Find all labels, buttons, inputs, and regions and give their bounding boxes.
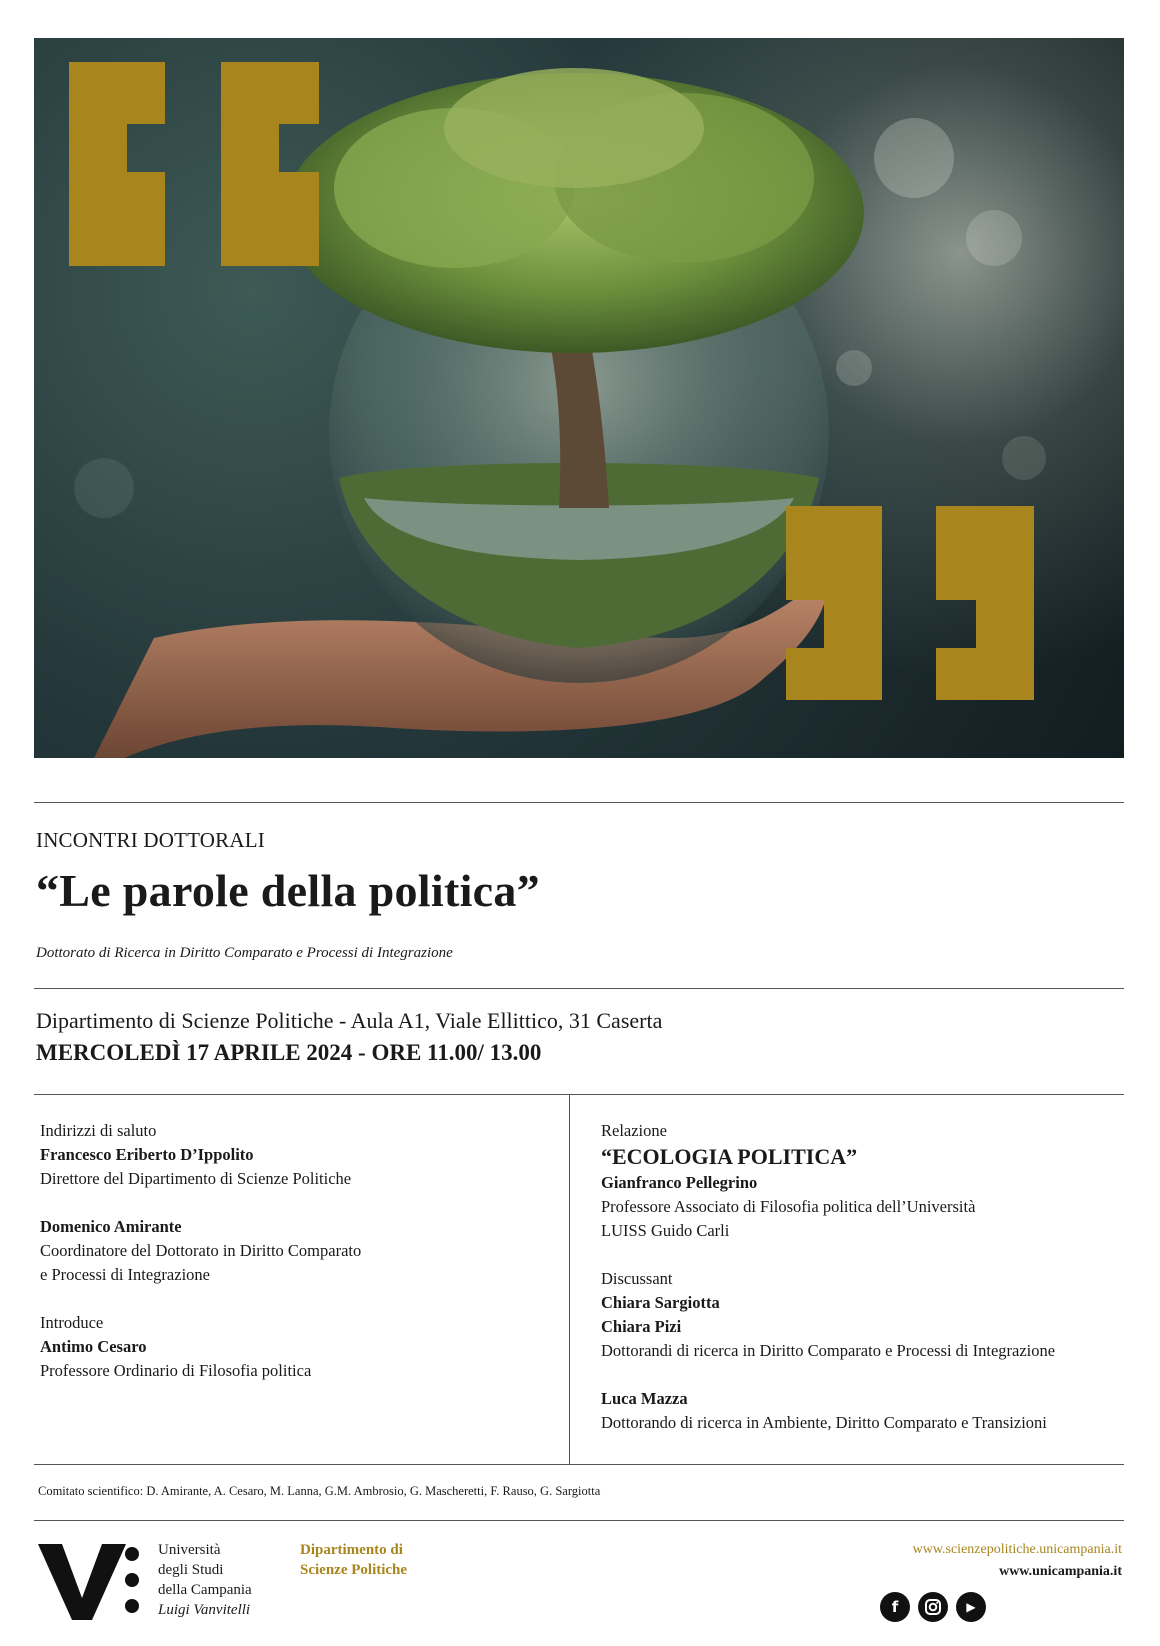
university-website-link[interactable]: www.unicampania.it [999, 1564, 1122, 1579]
intro-label: Introduce [40, 1313, 104, 1332]
divider [34, 988, 1124, 989]
talk-label: Relazione [601, 1121, 667, 1140]
divider [34, 1464, 1124, 1465]
discussant-role: Dottorando di ricerca in Ambiente, Diritto Comparato e Transizioni [601, 1413, 1047, 1432]
divider [34, 1094, 1124, 1095]
university-logo-icon [38, 1540, 148, 1622]
event-datetime: MERCOLEDÌ 17 APRILE 2024 - ORE 11.00/ 13.00 [36, 1040, 542, 1065]
speaker-name: Antimo Cesaro [40, 1337, 147, 1356]
discussant-name: Chiara Sargiotta [601, 1293, 720, 1312]
university-name: Università degli Studi della Campania Luigi Vanvitelli [158, 1542, 252, 1618]
speaker-name: Francesco Eriberto D’Ippolito [40, 1145, 254, 1164]
program-left-column [40, 1119, 361, 1383]
scientific-committee: Comitato scientifico: D. Amirante, A. Cesaro, M. Lanna, G.M. Ambrosio, G. Mascheretti, F. Rauso, G. Sargiotta [38, 1484, 601, 1498]
talk-title: “ECOLOGIA POLITICA” [601, 1144, 858, 1169]
discussant-role: Dottorandi di ricerca in Diritto Comparato e Processi di Integrazione [601, 1341, 1056, 1360]
facebook-icon[interactable]: f [880, 1592, 910, 1622]
speaker-role: LUISS Guido Carli [601, 1221, 730, 1240]
department-name: Dipartimento di Scienze Politiche [300, 1542, 408, 1578]
discussant-name: Luca Mazza [601, 1389, 688, 1408]
department-website-link[interactable]: www.scienzepolitiche.unicampania.it [912, 1542, 1122, 1557]
venue-location: Dipartimento di Scienze Politiche - Aula A1, Viale Ellittico, 31 Caserta [36, 1008, 663, 1033]
instagram-icon[interactable] [918, 1592, 948, 1622]
greetings-label: Indirizzi di saluto [40, 1121, 157, 1140]
program-right-column [601, 1119, 1055, 1435]
page-subtitle: Dottorato di Ricerca in Diritto Comparato e Processi di Integrazione [36, 945, 453, 961]
divider [34, 1520, 1124, 1521]
speaker-name: Gianfranco Pellegrino [601, 1173, 758, 1192]
discussant-name: Chiara Pizi [601, 1317, 682, 1336]
speaker-role: Coordinatore del Dottorato in Diritto Comparato [40, 1241, 362, 1260]
speaker-role: e Processi di Integrazione [40, 1265, 210, 1284]
speaker-role: Direttore del Dipartimento di Scienze Politiche [40, 1169, 352, 1188]
column-divider [569, 1094, 570, 1464]
speaker-role: Professore Associato di Filosofia politica dell’Università [601, 1197, 976, 1216]
series-label: INCONTRI DOTTORALI [36, 828, 265, 852]
youtube-icon[interactable]: ▶ [956, 1592, 986, 1622]
hero-image [34, 38, 1124, 758]
divider [34, 802, 1124, 803]
page-title: “Le parole della politica” [36, 865, 540, 916]
speaker-role: Professore Ordinario di Filosofia politica [40, 1361, 312, 1380]
speaker-name: Domenico Amirante [40, 1217, 182, 1236]
discussant-label: Discussant [601, 1269, 673, 1288]
